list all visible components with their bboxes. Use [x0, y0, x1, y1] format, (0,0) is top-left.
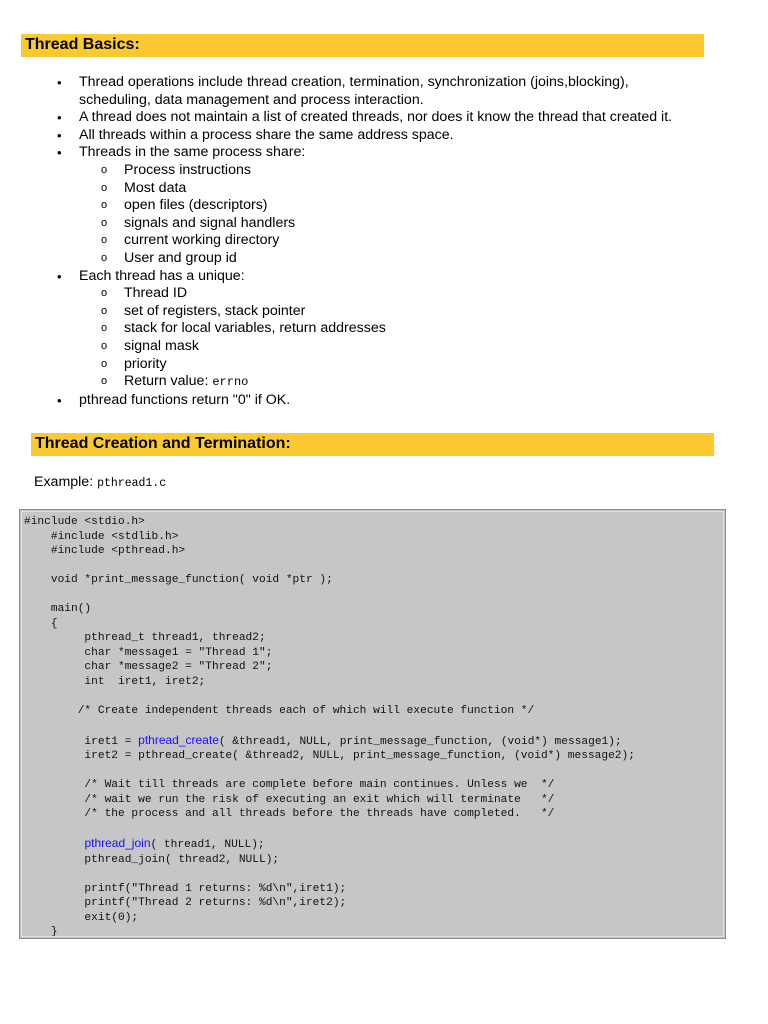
list-item: o open files (descriptors)	[79, 197, 755, 215]
list-item: • A thread does not maintain a list of created threads, nor does it know the thread that created it.	[55, 109, 755, 127]
shared-resources-list	[79, 162, 755, 268]
example-filename: pthread1.c	[97, 477, 167, 490]
code-line: pthread_t thread1, thread2;	[24, 632, 266, 644]
errno-code: errno	[212, 375, 249, 390]
code-line: iret2 = pthread_create( &thread2, NULL, print_message_function, (void*) message2);	[24, 750, 635, 762]
list-item: o User and group id	[79, 250, 755, 268]
code-line: char *message2 = "Thread 2";	[24, 661, 273, 673]
section-header-thread-creation: Thread Creation and Termination:	[31, 433, 714, 456]
code-line: void *print_message_function( void *ptr );	[24, 574, 333, 586]
code-line: #include <stdlib.h>	[24, 530, 179, 543]
code-line: {	[24, 617, 58, 630]
list-item: o Most data	[79, 180, 755, 198]
code-line: #include <stdio.h>	[24, 516, 145, 528]
pthread-join-link[interactable]: pthread_join	[84, 836, 151, 850]
section-header-thread-basics: Thread Basics:	[21, 34, 704, 57]
code-line: /* wait we run the risk of executing an exit which will terminate */	[24, 793, 555, 806]
example-label: Example:	[34, 474, 94, 490]
list-item: o set of registers, stack pointer	[79, 303, 755, 321]
list-item: o Return value: errno	[79, 373, 755, 392]
list-item: o current working directory	[79, 232, 755, 250]
code-line: /* Create independent threads each of which will execute function */	[24, 704, 535, 717]
list-item: • Each thread has a unique: o Thread ID o set of registers, stack pointer o stack for local variables, return addresses o signal mask o priority o Return value: errno	[55, 268, 755, 392]
code-block	[19, 509, 726, 939]
code-line: pthread_join( thread2, NULL);	[24, 853, 280, 866]
code-line: int iret1, iret2;	[24, 675, 206, 688]
list-item: o Process instructions	[79, 162, 755, 180]
unique-attributes-list	[79, 285, 755, 392]
code-line: /* Wait till threads are complete before main continues. Unless we */	[24, 779, 555, 791]
list-item: o priority	[79, 356, 755, 374]
list-item: o signals and signal handlers	[79, 215, 755, 233]
code-listing	[20, 510, 725, 940]
code-line: printf("Thread 1 returns: %d\n",iret1);	[24, 882, 347, 895]
list-item: • Thread operations include thread creation, termination, synchronization (joins,blocking), scheduling, data management and process interaction.	[55, 74, 755, 109]
list-item: o signal mask	[79, 338, 755, 356]
code-line: char *message1 = "Thread 1";	[24, 646, 273, 659]
list-item: • All threads within a process share the same address space.	[55, 127, 755, 145]
list-item: o stack for local variables, return addresses	[79, 320, 755, 338]
list-item: o Thread ID	[79, 285, 755, 303]
code-line: pthread_join( thread1, NULL);	[84, 836, 265, 851]
pthread-create-link[interactable]: pthread_create	[138, 732, 219, 747]
thread-basics-list	[55, 74, 755, 409]
code-line: #include <pthread.h>	[24, 545, 186, 557]
code-line: main()	[24, 603, 92, 615]
code-line: iret1 = pthread_create( &thread1, NULL, print_message_function, (void*) message1);	[24, 732, 622, 748]
code-line: exit(0);	[24, 911, 139, 924]
code-line: /* the process and all threads before the threads have completed. */	[24, 808, 555, 820]
list-item: • Threads in the same process share: o Process instructions o Most data o open files (descriptors) o signals and signal handlers o current working directory o User and group id	[55, 144, 755, 267]
code-line: }	[24, 926, 58, 938]
example-line	[34, 474, 166, 490]
list-item: • pthread functions return "0" if OK.	[55, 392, 755, 410]
code-line: printf("Thread 2 returns: %d\n",iret2);	[24, 897, 347, 909]
